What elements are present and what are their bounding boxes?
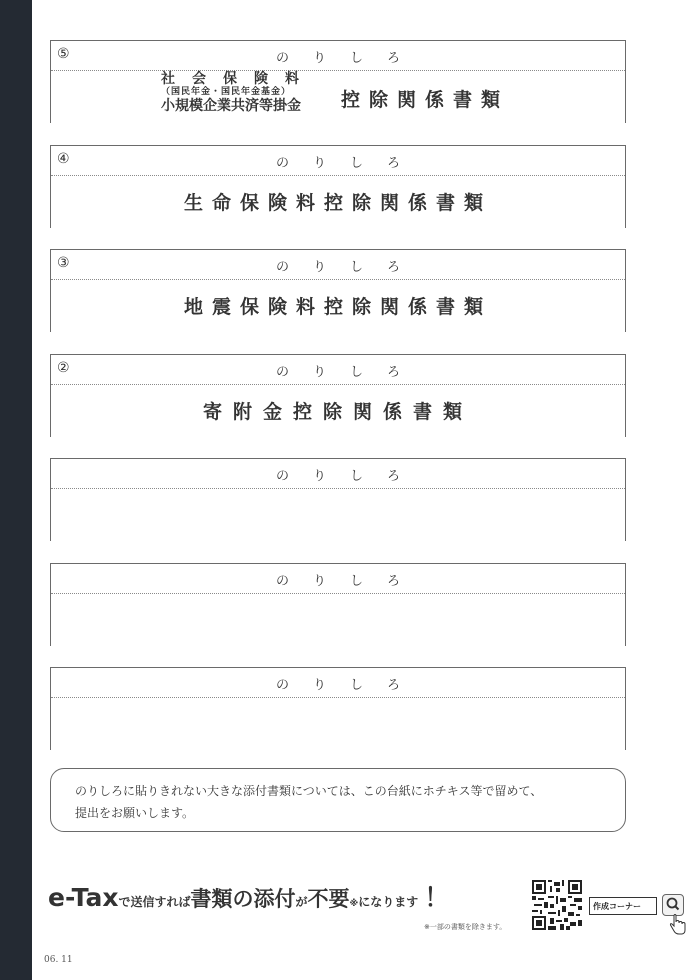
attachment-note-box bbox=[50, 768, 626, 832]
etax-text-5: になります bbox=[358, 895, 419, 909]
search-icon bbox=[663, 895, 683, 915]
noshiro-header bbox=[50, 145, 626, 176]
section-title: 生命保険料控除関係書類 bbox=[183, 192, 492, 214]
etax-text-3: が bbox=[295, 895, 308, 909]
side-binding-bar bbox=[0, 0, 32, 980]
note-line-1: のりしろに貼りきれない大きな添付書類については、この台紙にホチキス等で留めて、 bbox=[75, 784, 543, 798]
etax-exclamation: ！ bbox=[424, 883, 450, 912]
document-code: 06. 11 bbox=[44, 955, 73, 965]
noshiro-header bbox=[50, 667, 626, 698]
noshiro-header bbox=[50, 40, 626, 71]
search-button bbox=[662, 894, 684, 916]
title-left-line1: 社会保険料 bbox=[161, 71, 316, 87]
section-title: 寄附金控除関係書類 bbox=[202, 401, 473, 423]
section-body bbox=[50, 594, 626, 646]
section-body bbox=[50, 385, 626, 437]
title-right: 控除関係書類 bbox=[341, 89, 510, 111]
section-number: ⑤ bbox=[57, 46, 70, 62]
section-body bbox=[50, 176, 626, 228]
noshiro-label: のりしろ bbox=[275, 156, 424, 171]
etax-text-1: で送信すれば bbox=[118, 895, 191, 909]
search-box-label: 作成コーナー bbox=[593, 902, 641, 911]
noshiro-header bbox=[50, 563, 626, 594]
section-body bbox=[50, 71, 626, 123]
section-4 bbox=[50, 145, 626, 228]
section-title: 地震保険料控除関係書類 bbox=[183, 296, 492, 318]
noshiro-header bbox=[50, 458, 626, 489]
etax-text-2: 書類の添付 bbox=[190, 887, 296, 911]
section-body bbox=[50, 280, 626, 332]
qr-code-icon bbox=[532, 880, 582, 930]
section-blank-1 bbox=[50, 458, 626, 541]
title-left-line3: 小規模企業共済等掛金 bbox=[161, 98, 301, 114]
section-number: ② bbox=[57, 360, 70, 376]
search-box bbox=[589, 897, 657, 915]
section-blank-2 bbox=[50, 563, 626, 646]
noshiro-label: のりしろ bbox=[275, 574, 424, 589]
section-number: ④ bbox=[57, 151, 70, 167]
pointer-hand-icon bbox=[668, 914, 688, 936]
noshiro-label: のりしろ bbox=[275, 469, 424, 484]
etax-banner bbox=[48, 878, 449, 914]
title-left-block bbox=[161, 71, 331, 114]
section-5 bbox=[50, 40, 626, 123]
noshiro-header bbox=[50, 249, 626, 280]
section-number: ③ bbox=[57, 255, 70, 271]
etax-asterisk: ※ bbox=[349, 899, 359, 909]
noshiro-label: のりしろ bbox=[275, 365, 424, 380]
etax-text-4: 不要 bbox=[307, 887, 350, 911]
noshiro-label: のりしろ bbox=[275, 51, 424, 66]
noshiro-label: のりしろ bbox=[275, 678, 424, 693]
etax-footnote: ※一部の書類を除きます。 bbox=[424, 923, 507, 931]
noshiro-header bbox=[50, 354, 626, 385]
etax-brand: e-Tax bbox=[48, 883, 119, 912]
section-2 bbox=[50, 354, 626, 437]
title-left-line2: （国民年金・国民年金基金） bbox=[161, 87, 292, 97]
section-3 bbox=[50, 249, 626, 332]
note-line-2: 提出をお願いします。 bbox=[75, 806, 195, 820]
section-blank-3 bbox=[50, 667, 626, 750]
section-body bbox=[50, 489, 626, 541]
section-body bbox=[50, 698, 626, 750]
noshiro-label: のりしろ bbox=[275, 260, 424, 275]
